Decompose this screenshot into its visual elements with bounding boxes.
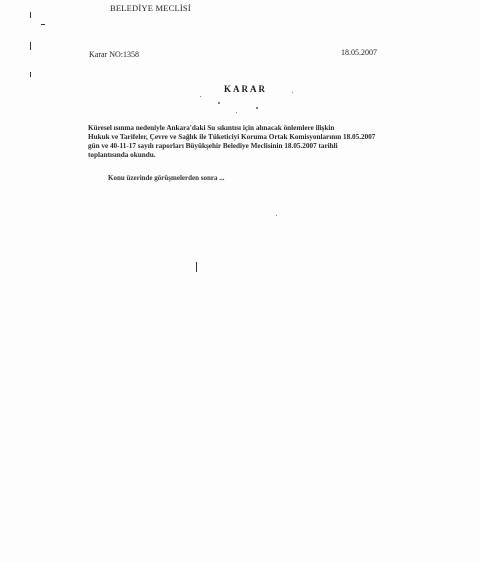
decision-number: Karar NO:1358 — [89, 50, 139, 59]
scan-mark — [30, 72, 31, 77]
scan-speck — [276, 215, 277, 216]
body-line: Küresel ısınma nedeniyle Ankara'daki Su sıkıntısı için alınacak önlemlere ilişkin — [88, 124, 335, 132]
scan-mark — [30, 42, 31, 50]
body-line: gün ve 40-11-17 sayılı raporları Büyükşehir Belediye Meclisinin 18.05.2007 tarihli — [88, 142, 338, 150]
decision-date: 18.05.2007 — [341, 48, 377, 57]
document-title: KARAR — [224, 84, 267, 94]
scan-mark — [41, 24, 45, 25]
scan-speck — [200, 96, 201, 97]
scan-mark — [30, 12, 31, 18]
body-line: Hukuk ve Tarifeler, Çevre ve Sağlık ile Tüketiciyi Koruma Ortak Komisyonlarının 18.05.2007 — [88, 133, 376, 141]
scan-speck — [292, 92, 293, 93]
document-header: BELEDİYE MECLİSİ — [110, 3, 191, 13]
scan-speck — [256, 107, 258, 109]
scan-speck — [218, 102, 220, 104]
body-paragraph — [88, 124, 410, 160]
scan-speck — [236, 112, 237, 113]
scan-mark — [196, 262, 197, 272]
followup-line: Konu üzerinde görüşmelerden sonra ... — [108, 174, 225, 182]
body-line: toplantısında okundu. — [88, 151, 156, 159]
